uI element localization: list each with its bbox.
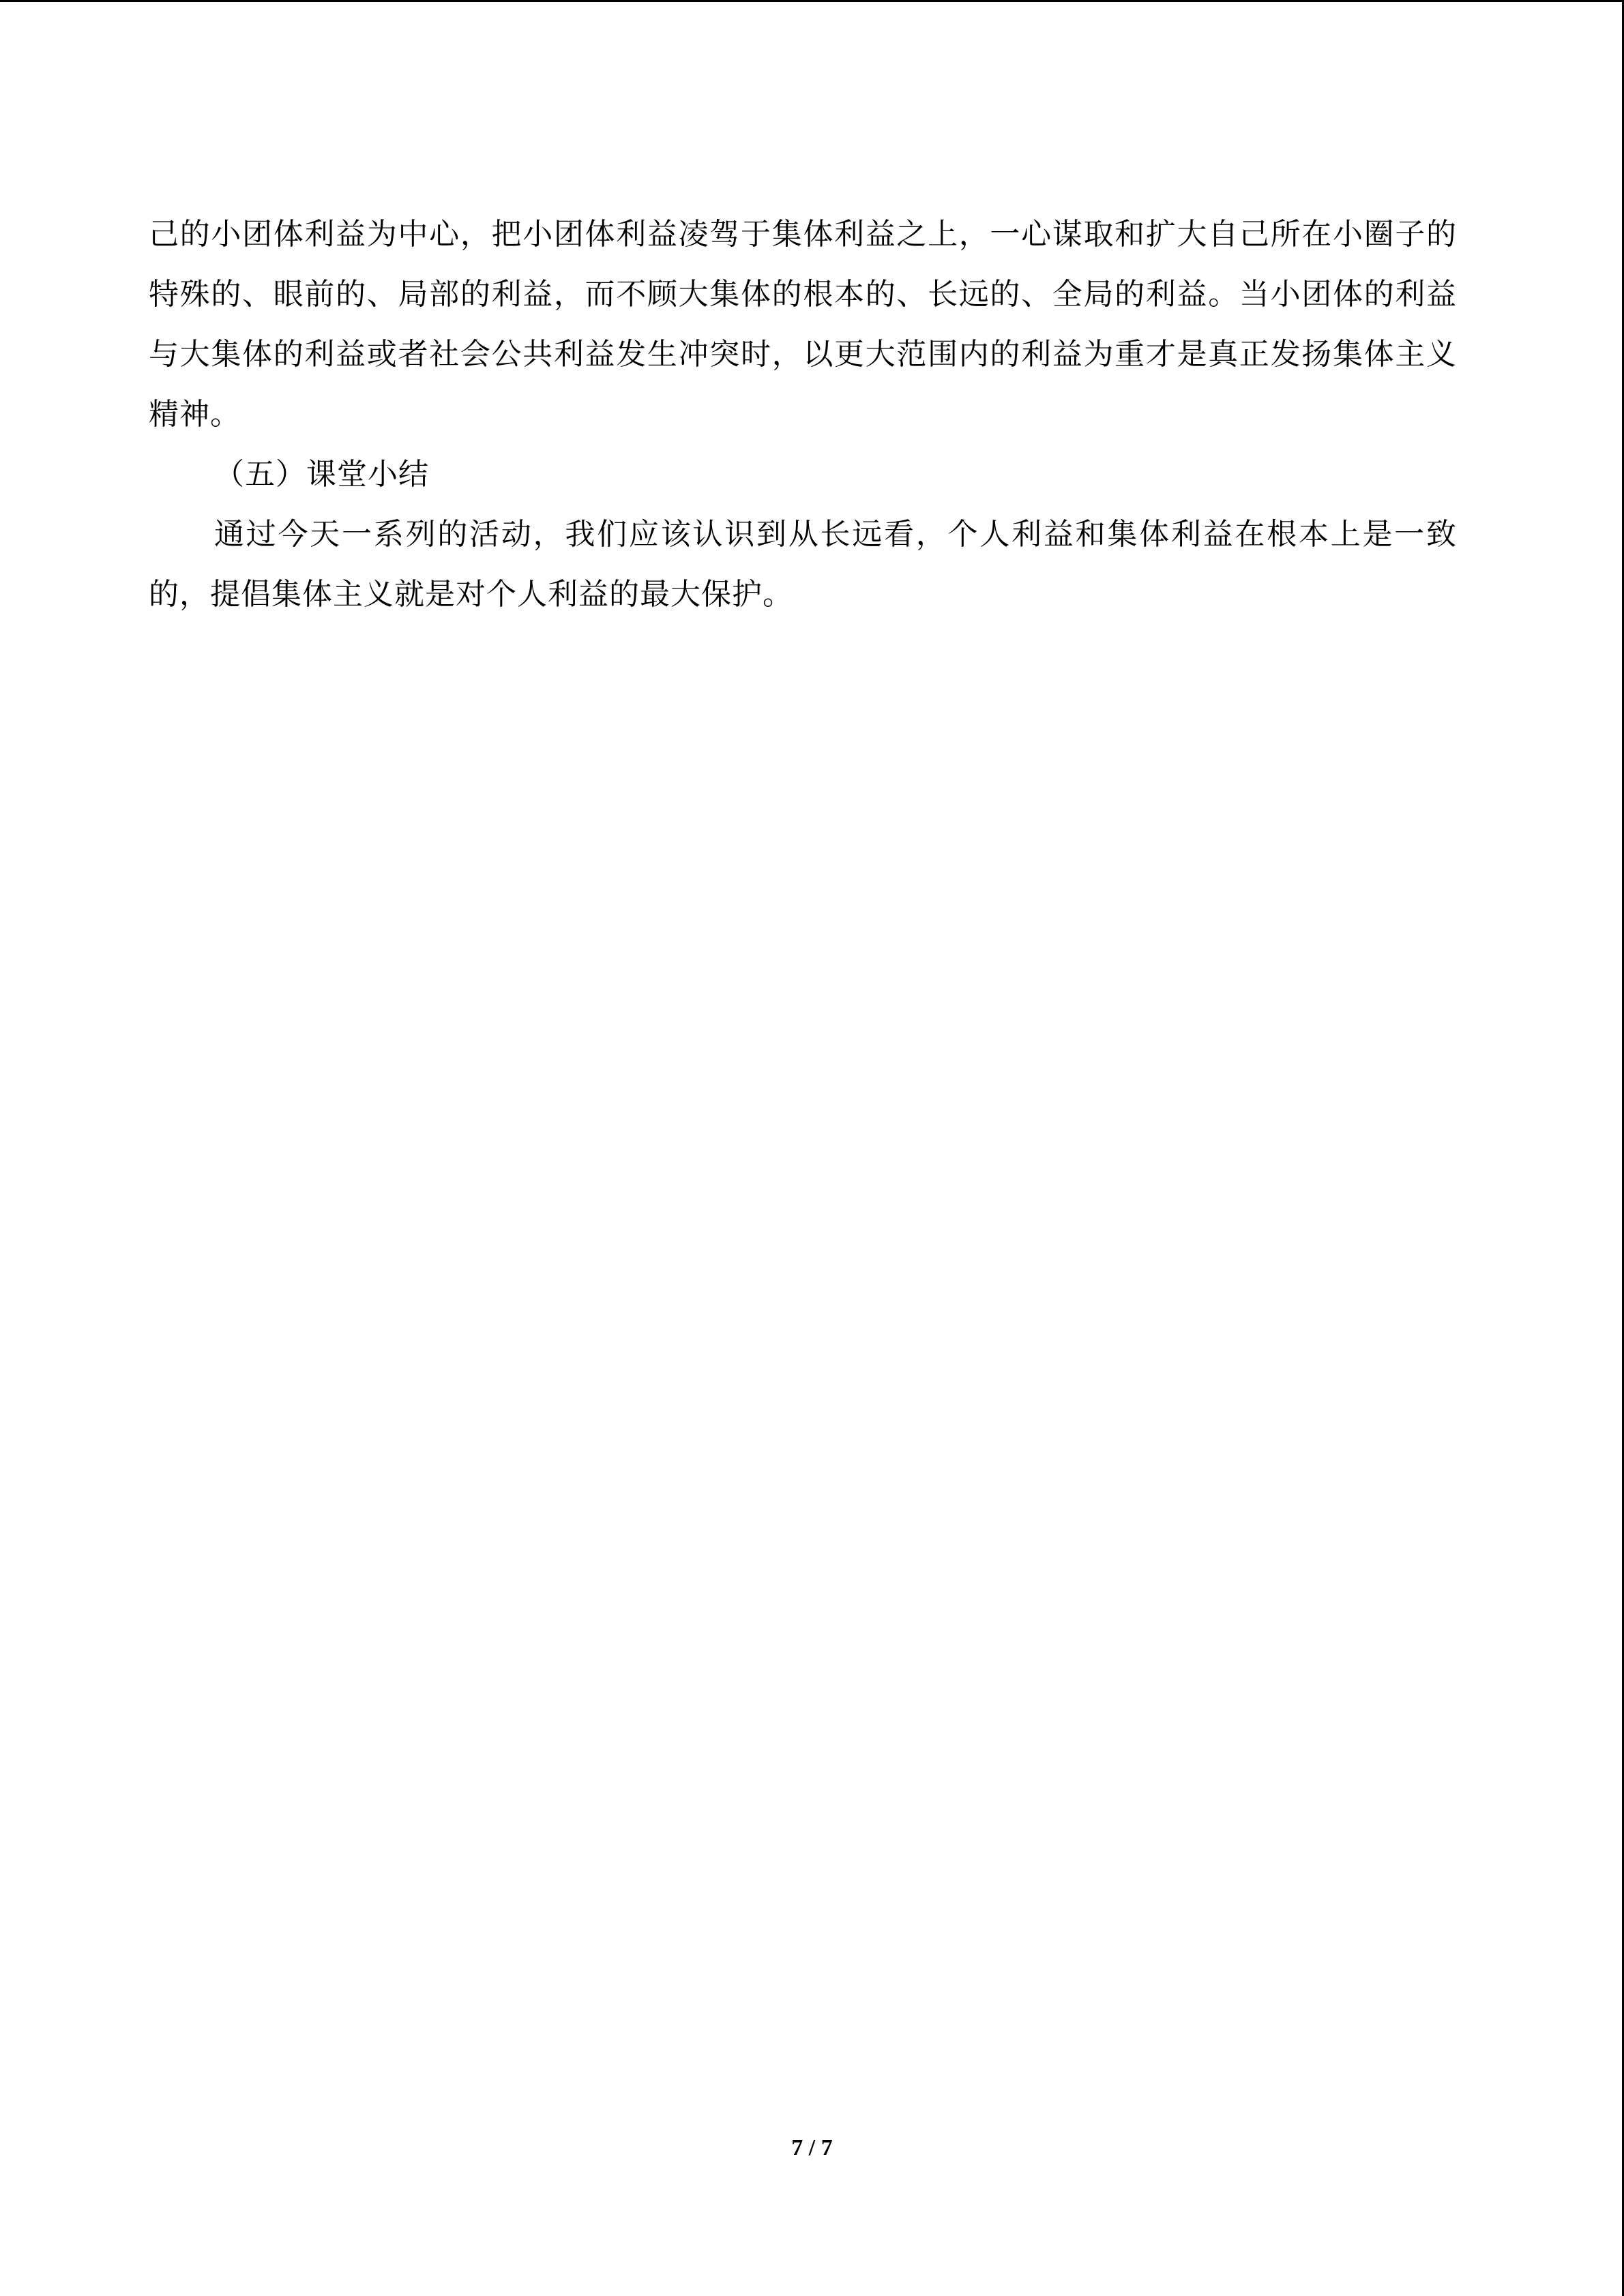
summary-paragraph: 通过今天一系列的活动，我们应该认识到从长远看，个人利益和集体利益在根本上是一致的，提倡集体主义就是对个人利益的最大保护。 xyxy=(149,517,1457,612)
page-body xyxy=(149,205,1457,625)
paragraph-continued: 己的小团体利益为中心，把小团体利益凌驾于集体利益之上，一心谋取和扩大自己所在小圈子的特殊的、眼前的、局部的利益，而不顾大集体的根本的、长远的、全局的利益。当小团体的利益与大集体的利益或者社会公共利益发生冲突时，以更大范围内的利益为重才是真正发扬集体主义精神。 xyxy=(149,217,1457,432)
section-heading: （五）课堂小结 xyxy=(214,457,429,492)
page-number: 7 / 7 xyxy=(791,2135,833,2160)
top-border-line xyxy=(0,0,1624,2)
